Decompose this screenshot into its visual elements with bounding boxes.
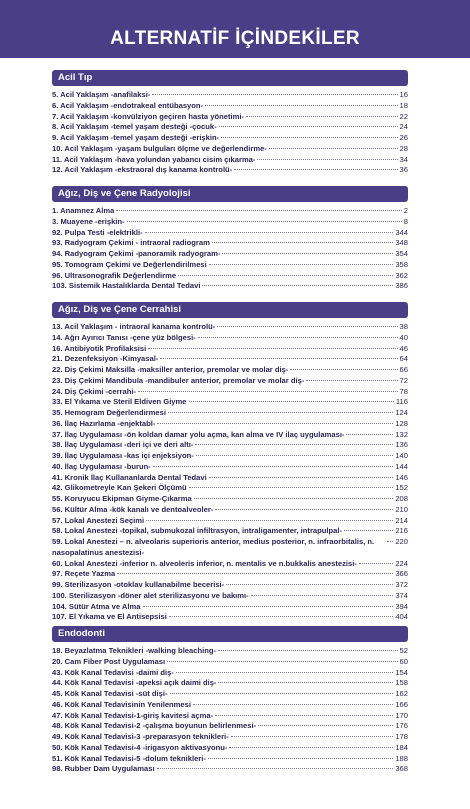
toc-entry[interactable]: [52, 743, 408, 754]
entry-page-number: 372: [395, 580, 408, 589]
entry-title: 16. Antibiyotik Profilaksisi: [52, 343, 147, 353]
toc-entry[interactable]: [52, 462, 408, 473]
dot-leader: [222, 253, 393, 254]
toc-entry[interactable]: [52, 122, 408, 133]
entry-page-number: 208: [395, 494, 408, 503]
toc-entry[interactable]: [52, 440, 408, 451]
dot-leader: [306, 380, 397, 381]
toc-entry[interactable]: [52, 133, 408, 144]
dot-leader: [290, 369, 397, 370]
dot-leader: [146, 520, 393, 521]
toc-entry[interactable]: [52, 354, 408, 365]
entry-page-number: 344: [395, 227, 408, 237]
entry-page-number: 386: [395, 281, 408, 291]
toc-entry[interactable]: [52, 112, 408, 123]
entry-title: 59. Lokal Anestezi – n. alveolaris superioris anterior, medius posterior, n. infraorbitalis, n. nasopalatinus anestezisi-: [52, 537, 375, 557]
dot-leader: [153, 466, 394, 467]
toc-entry[interactable]: [52, 217, 408, 228]
entry-title: 5. Acil Yaklaşım -anafilaksi-: [52, 90, 151, 99]
section-endodonti: [52, 626, 408, 775]
entry-title: 100. Sterilizasyon -döner alet sterilizasyonu ve bakımı-: [52, 590, 249, 600]
entry-title: 3. Muayene -erişkin-: [52, 216, 125, 226]
entry-title: 43. Kök Kanal Tedavisi -daimi diş-: [52, 667, 174, 677]
entry-page-number: 362: [395, 270, 408, 280]
entry-page-number: 128: [395, 418, 408, 428]
dot-leader: [219, 126, 398, 127]
toc-entry[interactable]: [52, 90, 408, 101]
dot-leader: [218, 650, 398, 651]
entry-title: 46. Kök Kanal Tedavisinin Yenilenmesi: [52, 699, 191, 709]
dot-leader: [127, 221, 402, 222]
entry-page-number: 36: [399, 165, 408, 175]
dot-leader: [202, 285, 393, 286]
toc-entry[interactable]: [52, 732, 408, 743]
dot-leader: [157, 423, 393, 424]
toc-entry[interactable]: [52, 281, 408, 292]
dot-leader: [176, 672, 394, 673]
dot-leader: [344, 530, 393, 531]
entry-title: 42. Glikometreyle Kan Şekeri Ölçümü: [52, 483, 187, 493]
entry-page-number: 40: [399, 332, 408, 342]
entry-page-number: 184: [395, 742, 408, 752]
entry-title: 7. Acil Yaklaşım -konvülziyon geçiren hasta yönetimi-: [52, 111, 245, 121]
section-cerrahi: [52, 302, 408, 623]
entry-page-number: 8: [403, 216, 408, 226]
dot-leader: [258, 725, 393, 726]
toc-entry[interactable]: [52, 419, 408, 430]
entry-list: [52, 646, 408, 775]
entry-page-number: 124: [395, 408, 408, 417]
entry-title: 94. Radyogram Çekimi -panoramik radyogram-: [52, 249, 221, 258]
entry-page-number: 210: [395, 504, 408, 514]
dot-leader: [221, 137, 397, 138]
toc-entry[interactable]: [52, 387, 408, 398]
dot-leader: [215, 509, 393, 510]
toc-entry[interactable]: [52, 249, 408, 260]
toc-entry[interactable]: [52, 711, 408, 722]
dot-leader: [116, 210, 401, 211]
entry-title: 18. Beyazlatma Teknikleri -walking bleaching-: [52, 646, 217, 655]
entry-page-number: 22: [399, 111, 408, 121]
toc-entry[interactable]: [52, 689, 408, 700]
entry-page-number: 146: [395, 472, 408, 482]
entry-page-number: 216: [395, 526, 408, 536]
entry-title: 51. Kök Kanal Tedavisi-5 -dolum teknikleri-: [52, 753, 206, 763]
entry-list: [52, 90, 408, 176]
dot-leader: [117, 573, 393, 574]
toc-entry[interactable]: [52, 376, 408, 387]
entry-page-number: 144: [395, 461, 408, 471]
toc-entry[interactable]: [52, 494, 408, 505]
toc-entry[interactable]: [52, 165, 408, 176]
entry-page-number: 72: [399, 375, 408, 385]
entry-title: 97. Reçete Yazma: [52, 569, 116, 579]
entry-title: 95. Tomogram Çekimi ve Değerlendirilmesi: [52, 259, 207, 269]
toc-entry[interactable]: [52, 602, 408, 613]
entry-page-number: 28: [399, 143, 408, 153]
dot-leader: [251, 595, 394, 596]
toc-entry[interactable]: [52, 365, 408, 376]
dot-leader: [359, 563, 393, 564]
entry-title: 33. El Yıkama ve Steril Eldiven Giyme: [52, 397, 187, 407]
entry-list: [52, 206, 408, 292]
dot-leader: [226, 584, 393, 585]
entry-title: 58. Lokal Anestezi -topikal, submukozal infiltrasyon, intraligamenter, intrapulpal-: [52, 526, 343, 536]
entry-page-number: 188: [395, 753, 408, 763]
entry-title: 23. Diş Çekimi Mandibula -mandibuler anterior, premolar ve molar diş-: [52, 375, 305, 385]
dot-leader: [234, 169, 397, 170]
dot-leader: [218, 682, 393, 683]
dot-leader: [189, 401, 394, 402]
toc-entry[interactable]: [52, 764, 408, 775]
dot-leader: [229, 747, 393, 748]
entry-title: 49. Kök Kanal Tedavisi-3 -preparasyon teknikleri-: [52, 732, 229, 741]
dot-leader: [205, 105, 397, 106]
toc-entry[interactable]: [52, 678, 408, 689]
toc-entry[interactable]: [52, 144, 408, 155]
dot-leader: [257, 159, 397, 160]
dot-leader: [167, 661, 397, 662]
entry-page-number: 224: [395, 558, 408, 568]
dot-leader: [178, 275, 393, 276]
dot-leader: [145, 232, 394, 233]
entry-page-number: 2: [403, 206, 408, 215]
entry-page-number: 158: [395, 678, 408, 688]
entry-page-number: 154: [395, 667, 408, 677]
toc-entry[interactable]: [52, 260, 408, 271]
entry-page-number: 178: [395, 732, 408, 741]
entry-page-number: 348: [395, 238, 408, 248]
toc-entry[interactable]: [52, 612, 408, 623]
dot-leader: [148, 348, 397, 349]
entry-title: 11. Acil Yaklaşım -hava yolundan yabancı cisim çıkarma-: [52, 154, 256, 164]
toc-entry[interactable]: [52, 668, 408, 679]
dot-leader: [246, 116, 398, 117]
entry-page-number: 176: [395, 721, 408, 731]
entry-title: 39. İlaç Uygulaması -kas içi enjeksiyon-: [52, 451, 194, 460]
dot-leader: [217, 326, 397, 327]
toc-entry[interactable]: [52, 569, 408, 580]
toc-entry[interactable]: [52, 238, 408, 249]
dot-leader: [196, 455, 394, 456]
toc-entry[interactable]: [52, 333, 408, 344]
section-heading: Ağız, Diş ve Çene Cerrahisi: [52, 302, 408, 318]
entry-page-number: 368: [395, 764, 408, 774]
dot-leader: [215, 715, 393, 716]
entry-title: 6. Acil Yaklaşım -endotrakeal entübasyon-: [52, 100, 204, 110]
entry-title: 92. Pulpa Testi -elektrikli-: [52, 227, 143, 237]
entry-title: 93. Radyogram Çekimi - intraoral radiogram: [52, 238, 210, 248]
dot-leader: [170, 693, 394, 694]
toc-entry[interactable]: [52, 721, 408, 732]
entry-title: 48. Kök Kanal Tedavisi-2 -çalışma boyunun belirlenmesi-: [52, 721, 257, 731]
entry-page-number: 152: [395, 483, 408, 493]
entry-title: 1. Anamnez Alma: [52, 206, 115, 215]
entry-page-number: 26: [399, 133, 408, 142]
entry-title: 96. Ultrasonografik Değerlendirme: [52, 270, 177, 280]
entry-page-number: 220: [395, 537, 408, 546]
entry-title: 55. Koruyucu Ekipman Giyme-Çıkarma: [52, 494, 192, 503]
dot-leader: [169, 616, 394, 617]
entry-title: 57. Lokal Anestezi Seçimi: [52, 515, 145, 525]
section-acil-tip: [52, 70, 408, 176]
entry-title: 107. El Yıkama ve El Antisepsisi: [52, 612, 167, 622]
entry-title: 40. İlaç Uygulaması -burun-: [52, 461, 151, 471]
dot-leader: [138, 391, 398, 392]
entry-title: 10. Acil Yaklaşım -yaşam bulguları ölçme ve değerlendirme-: [52, 143, 267, 153]
toc-entry[interactable]: [52, 344, 408, 355]
toc-entry[interactable]: [52, 591, 408, 602]
toc-entry[interactable]: [52, 657, 408, 668]
dot-leader: [198, 337, 398, 338]
entry-page-number: 140: [395, 451, 408, 460]
toc-entry[interactable]: [52, 580, 408, 591]
entry-title: 47. Kök Kanal Tedavisi-1-giriş kavitesi açma-: [52, 710, 214, 720]
toc-entry[interactable]: [52, 155, 408, 166]
entry-page-number: 46: [399, 343, 408, 353]
page-title: ALTERNATİF İÇİNDEKİLER: [110, 28, 360, 49]
toc-entry[interactable]: [52, 228, 408, 239]
toc-entry[interactable]: [52, 101, 408, 112]
entry-title: 103. Sistemik Hastalıklarda Dental Tedavi: [52, 281, 201, 291]
dot-leader: [168, 412, 393, 413]
entry-page-number: 170: [395, 710, 408, 720]
entry-title: 99. Sterilizasyon -otoklav kullanabilme becerisi-: [52, 580, 225, 589]
entry-page-number: 18: [399, 100, 408, 110]
entry-title: 98. Rubber Dam Uygulaması: [52, 764, 155, 774]
entry-title: 8. Acil Yaklaşım -temel yaşam desteği -çocuk-: [52, 122, 217, 132]
entry-page-number: 358: [395, 259, 408, 269]
entry-title: 9. Acil Yaklaşım -temel yaşam desteği -erişkin-: [52, 133, 220, 142]
entry-title: 41. Kronik İlaç Kullananlarda Dental Tedavi: [52, 472, 207, 482]
toc-entry[interactable]: [52, 483, 408, 494]
entry-page-number: 394: [395, 601, 408, 611]
entry-page-number: 38: [399, 322, 408, 331]
entry-page-number: 64: [399, 354, 408, 364]
entry-page-number: 404: [395, 612, 408, 622]
toc-entry[interactable]: [52, 271, 408, 282]
entry-title: 60. Lokal Anestezi -inferior n. alveoleris inferior, n. mentalis ve n.bukkalis anestezisi-: [52, 558, 357, 568]
entry-page-number: 16: [399, 90, 408, 99]
section-heading: Acil Tıp: [52, 70, 408, 86]
entry-page-number: 374: [395, 590, 408, 600]
entry-title: 14. Ağrı Ayırıcı Tanısı -çene yüz bölgesi-: [52, 332, 196, 342]
entry-title: 24. Diş Çekimi -cerrahi-: [52, 386, 136, 396]
toc-entry[interactable]: [52, 430, 408, 441]
entry-page-number: 162: [395, 689, 408, 698]
toc-entry[interactable]: [52, 700, 408, 711]
dot-leader: [212, 242, 393, 243]
entry-title: 13. Acil Yaklaşım - intraoral kanama kontrolü-: [52, 322, 216, 331]
entry-title: 12. Acil Yaklaşım -ekstraoral dış kanama kontrolü-: [52, 165, 233, 175]
toc-entry[interactable]: [52, 754, 408, 765]
dot-leader: [208, 758, 393, 759]
entry-title: 37. İlaç Uygulaması -ön koldan damar yolu açma, kan alma ve IV ilaç uygulaması-: [52, 429, 345, 439]
dot-leader: [193, 704, 393, 705]
entry-page-number: 52: [399, 646, 408, 655]
entry-page-number: 354: [395, 249, 408, 258]
dot-leader: [209, 477, 394, 478]
dot-leader: [160, 358, 397, 359]
dot-leader: [231, 736, 394, 737]
dot-leader: [152, 94, 397, 95]
dot-leader: [143, 606, 394, 607]
entry-page-number: 34: [399, 154, 408, 164]
entry-title: 35. Hemogram Değerlendirmesi: [52, 408, 166, 417]
entry-title: 104. Sütür Atma ve Alma: [52, 601, 141, 611]
entry-page-number: 116: [395, 397, 408, 407]
section-heading: Ağız, Diş ve Çene Radyolojisi: [52, 186, 408, 202]
toc-entry[interactable]: [52, 397, 408, 408]
entry-page-number: 214: [395, 515, 408, 525]
entry-page-number: 24: [399, 122, 408, 132]
toc-entry[interactable]: [52, 408, 408, 419]
dot-leader: [195, 444, 393, 445]
section-radyoloji: [52, 186, 408, 292]
entry-title: 45. Kök Kanal Tedavisi -süt dişi-: [52, 689, 168, 698]
entry-title: 21. Dezenfeksiyon -Kimyasal-: [52, 354, 159, 364]
dot-leader: [189, 487, 394, 488]
entry-list: [52, 322, 408, 623]
toc-entry[interactable]: [52, 505, 408, 516]
entry-page-number: 66: [399, 365, 408, 374]
entry-title: 20. Cam Fiber Post Uygulaması: [52, 656, 166, 666]
toc-entry[interactable]: [52, 537, 408, 559]
entry-page-number: 78: [399, 386, 408, 396]
entry-page-number: 60: [399, 656, 408, 666]
toc-entry[interactable]: [52, 473, 408, 484]
entry-page-number: 366: [395, 569, 408, 579]
dot-leader: [209, 264, 394, 265]
toc-entry[interactable]: [52, 526, 408, 537]
dot-leader: [157, 768, 394, 769]
dot-leader: [387, 541, 393, 542]
entry-page-number: 132: [395, 429, 408, 439]
toc-entry[interactable]: [52, 646, 408, 657]
dot-leader: [269, 148, 398, 149]
entry-title: 38. İlaç Uygulaması -deri içi ve deri altı-: [52, 440, 194, 450]
toc-entry[interactable]: [52, 451, 408, 462]
entry-title: 36. İlaç Hazırlama -enjektabl-: [52, 418, 156, 428]
toc-entry[interactable]: [52, 516, 408, 527]
toc-entry[interactable]: [52, 322, 408, 333]
toc-entry[interactable]: [52, 559, 408, 570]
entry-title: 22. Diş Çekimi Maksilla -maksiller anterior, premolar ve molar diş-: [52, 365, 289, 374]
dot-leader: [194, 498, 394, 499]
entry-title: 44. Kök Kanal Tedavisi -apeksi açık daimi diş-: [52, 678, 217, 688]
entry-title: 50. Kök Kanal Tedavisi-4 -irigasyon aktivasyonu-: [52, 742, 228, 752]
dot-leader: [346, 434, 393, 435]
entry-title: 56. Kültür Alma -kök kanalı ve dentoalveoler-: [52, 504, 214, 514]
toc-entry[interactable]: [52, 206, 408, 217]
entry-page-number: 136: [395, 440, 408, 450]
entry-page-number: 166: [395, 699, 408, 709]
section-heading: Endodonti: [52, 626, 408, 642]
